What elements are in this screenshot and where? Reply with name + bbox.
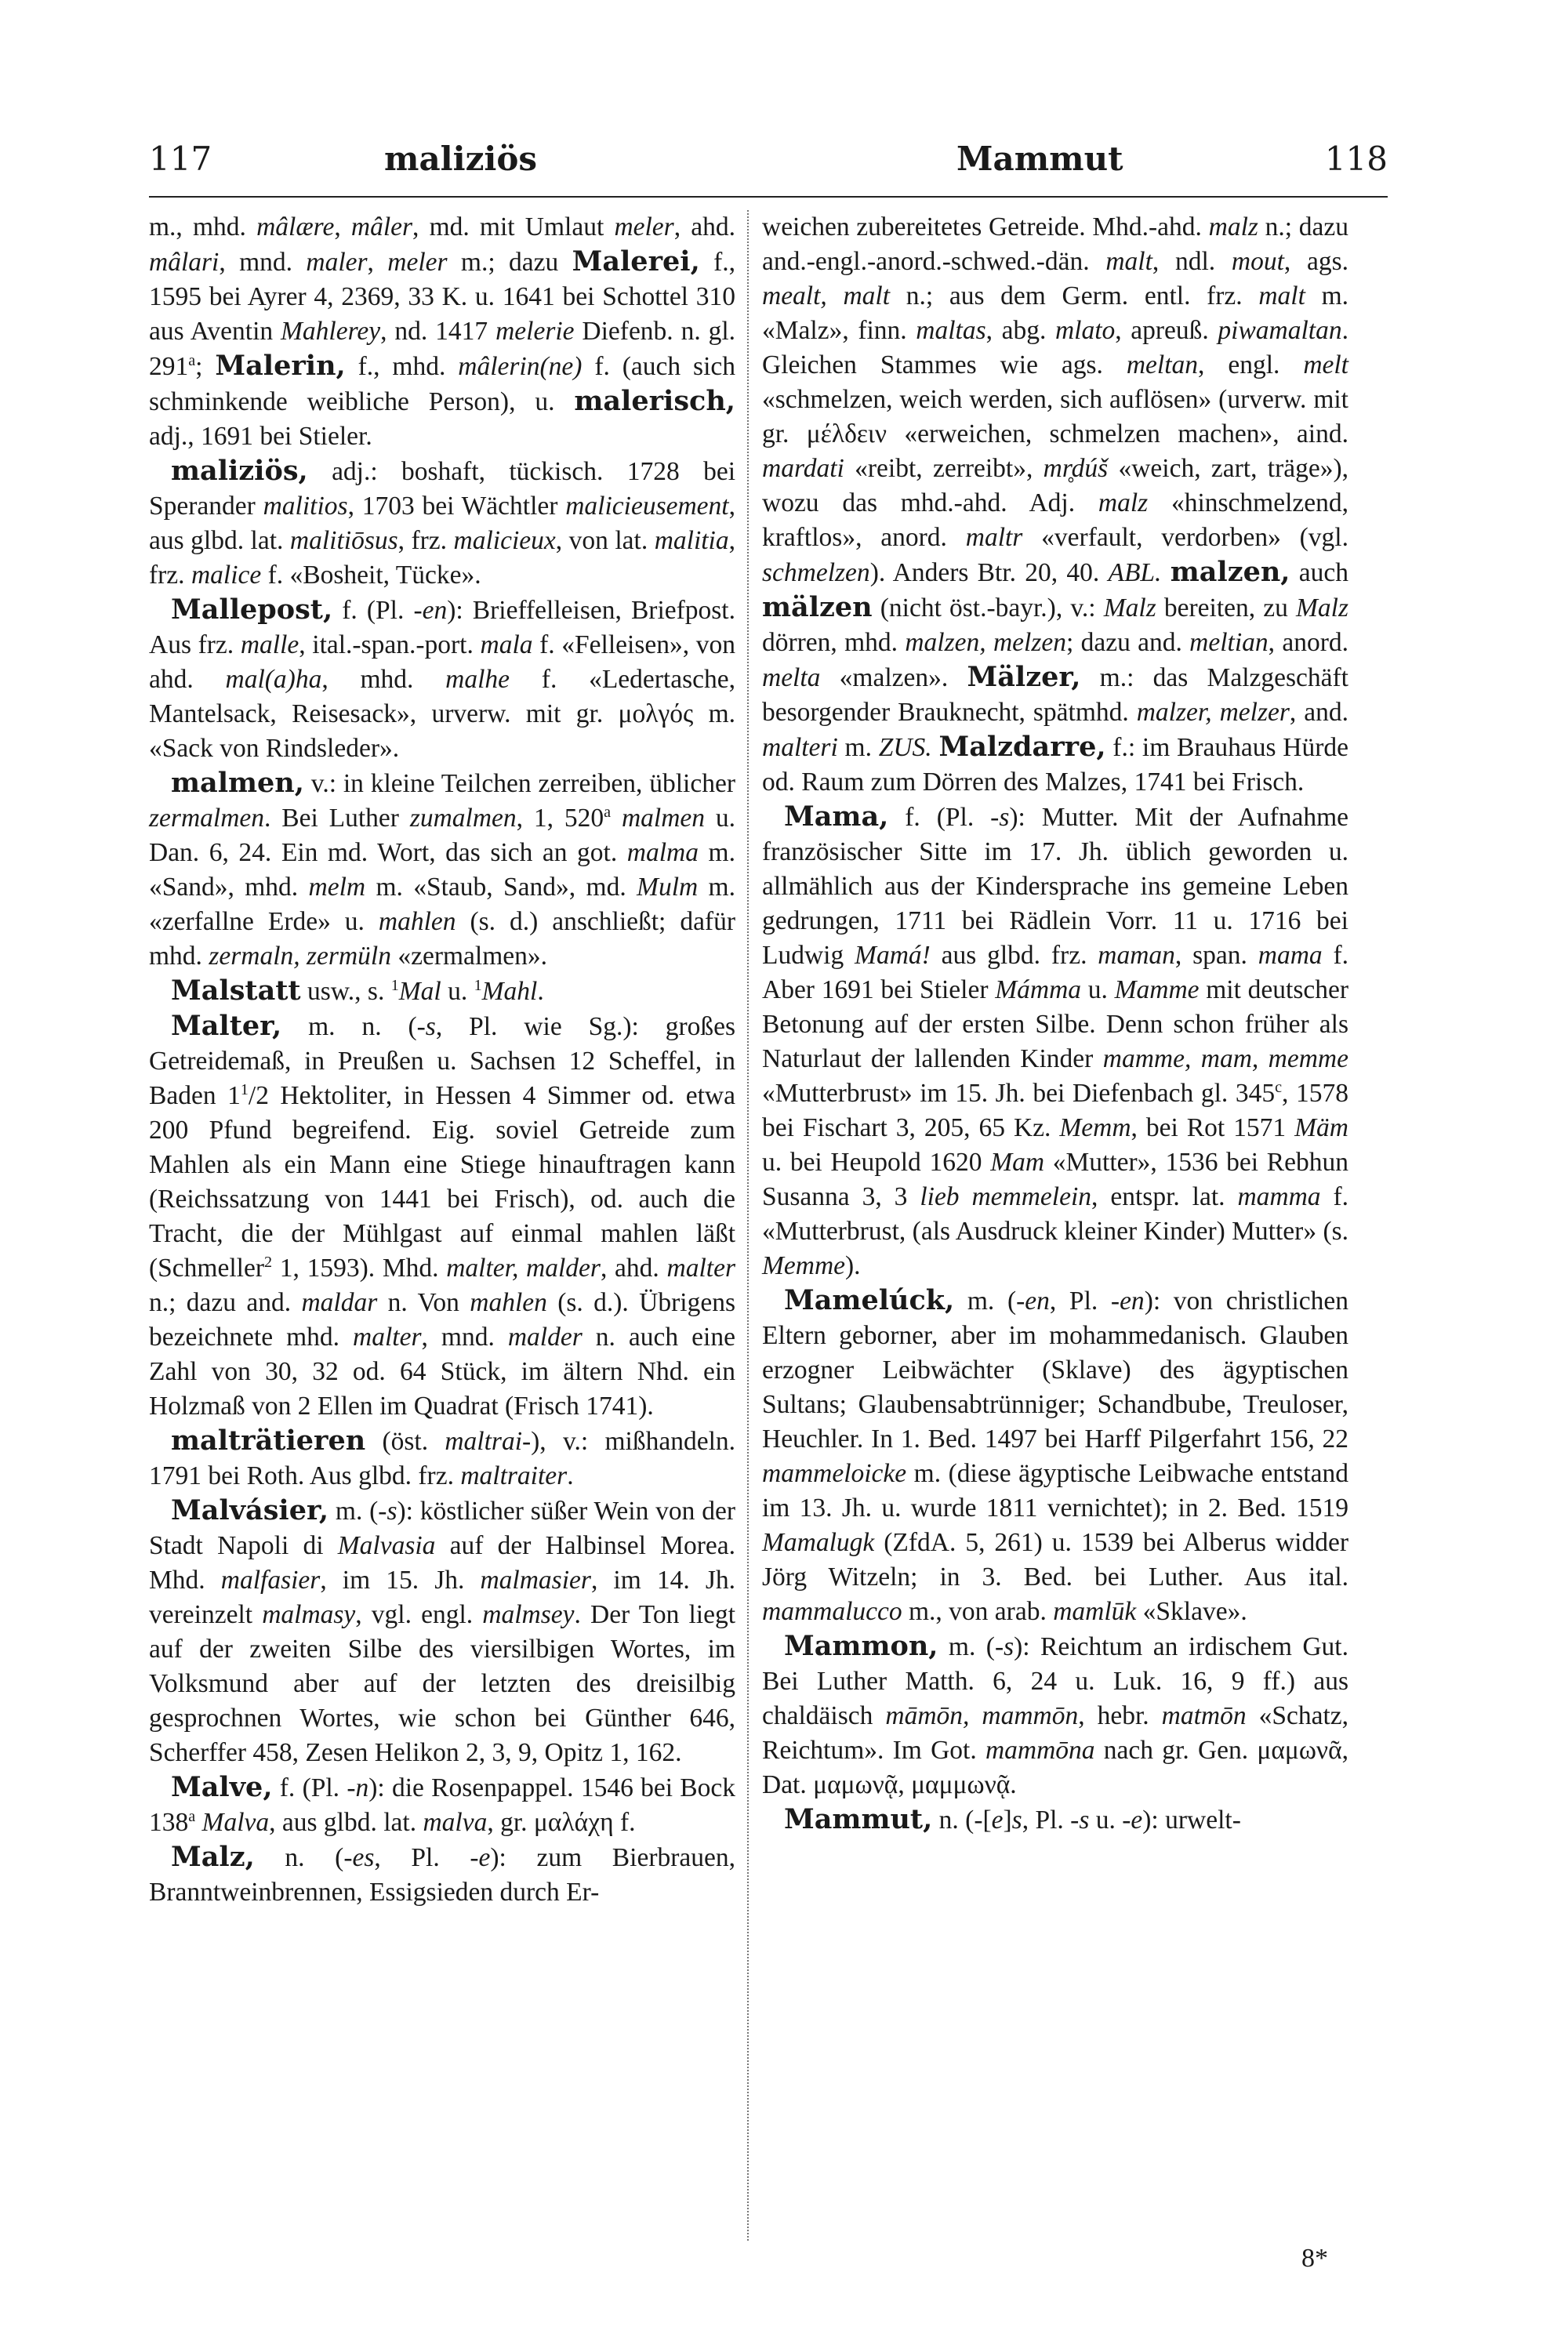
italic-form: ABL. xyxy=(1108,558,1162,587)
italic-form: Mal xyxy=(398,977,441,1006)
entry-text: , ags. xyxy=(1283,247,1348,276)
italic-form: mlato xyxy=(1054,316,1116,345)
headword: Malerin, xyxy=(215,350,346,382)
italic-form: malzer, melzer xyxy=(1136,698,1290,727)
italic-form: mâlari xyxy=(149,248,220,277)
italic-form: mammōna xyxy=(985,1736,1095,1765)
entry-text: . Gleichen Stammes wie ags. xyxy=(762,316,1348,379)
italic-form: e xyxy=(1131,1806,1143,1835)
italic-form: malt xyxy=(1105,247,1152,276)
italic-form: meler xyxy=(614,212,674,241)
italic-form: meler xyxy=(387,248,448,277)
italic-form: Mahlerey xyxy=(281,317,381,346)
right-running-head: Mammut xyxy=(956,140,1123,178)
entry-text: , 1578 bei Fischart 3, 205, 65 Kz. xyxy=(762,1079,1348,1142)
dictionary-entry xyxy=(149,1770,735,1840)
italic-form: mahlen xyxy=(470,1288,547,1317)
italic-form: en xyxy=(1025,1287,1050,1316)
italic-form: en xyxy=(1120,1287,1145,1316)
italic-form: Memm xyxy=(1059,1113,1131,1142)
entry-text: m. «Sand», mhd. xyxy=(149,838,735,902)
entry-text: u. xyxy=(441,977,474,1006)
entry-text: , Pl. - xyxy=(1022,1806,1080,1835)
italic-form: Malz xyxy=(1103,593,1156,622)
italic-form: malter, malder xyxy=(446,1254,601,1283)
entry-text: ; xyxy=(195,352,216,381)
entry-text: «schmelzen, weich werden, sich auflösen» (urverw. mit gr. μέλδειν «erweichen, schmelzen machen», aind. xyxy=(762,385,1348,448)
superscript: 1 xyxy=(240,1080,249,1098)
italic-form: s xyxy=(999,803,1010,832)
header-rule xyxy=(149,196,1388,198)
dictionary-entry xyxy=(762,1802,1348,1838)
headword: mälzen xyxy=(762,591,873,623)
italic-form: malitios xyxy=(263,492,348,521)
entry-text: , mhd. xyxy=(321,665,446,694)
entry-text: . xyxy=(567,1461,574,1490)
headword: Malvásier, xyxy=(171,1494,329,1526)
entry-text: «malzen». xyxy=(820,663,967,692)
italic-form: e xyxy=(991,1806,1004,1835)
entry-text: . Bei Luther xyxy=(264,804,410,833)
entry-text: , ahd. xyxy=(673,212,736,241)
entry-text: ): die Rosenpappel. 1546 bei Bock 138 xyxy=(149,1773,735,1837)
italic-form: malter xyxy=(353,1323,422,1352)
entry-text: , xyxy=(334,212,351,241)
superscript: a xyxy=(188,351,196,369)
superscript: a xyxy=(604,803,612,821)
italic-form: Mäm xyxy=(1294,1113,1348,1142)
italic-form: Malvasia xyxy=(337,1531,436,1560)
entry-text: , frz. xyxy=(397,526,454,555)
entry-text: ): köstlicher süßer Wein von der Stadt Napoli di xyxy=(149,1497,735,1560)
italic-form: malzen, melzen xyxy=(905,628,1066,657)
entry-text: , apreuß. xyxy=(1115,316,1218,345)
entry-text: auf der Halbinsel Morea. Mhd. xyxy=(149,1531,735,1595)
entry-text: «zermalmen». xyxy=(390,942,548,971)
entry-text: , and. xyxy=(1289,698,1348,727)
entry-text: auch xyxy=(1290,558,1348,587)
page-header xyxy=(149,140,1388,187)
entry-text: f. «Ledertasche, Mantelsack, Reisesack», urverw. mit gr. μολγός m. «Sack von Rindsleder». xyxy=(149,665,736,763)
italic-form: zermaln, zermüln xyxy=(209,942,391,971)
italic-form: mama xyxy=(1258,941,1323,970)
entry-text: , frz. xyxy=(149,526,735,590)
headword: Mammon, xyxy=(784,1630,938,1662)
italic-form: maltrai- xyxy=(445,1427,532,1456)
italic-form: maler xyxy=(306,248,368,277)
italic-form: zumalmen xyxy=(409,804,517,833)
entry-text: n. Von xyxy=(377,1288,470,1317)
headword: Mamelúck, xyxy=(784,1284,955,1316)
italic-form: malhe xyxy=(445,665,510,694)
dictionary-entry xyxy=(762,1283,1348,1629)
entry-text: (s. d.) anschließt; dafür mhd. xyxy=(149,907,735,971)
entry-text: «hinschmelzend, kraftlos», anord. xyxy=(762,488,1349,552)
italic-form: s xyxy=(425,1012,436,1041)
entry-text: (s. d.). Übrigens bezeichnete mhd. xyxy=(149,1288,735,1352)
italic-form: Mamme xyxy=(1114,975,1200,1004)
italic-form: Mahl xyxy=(481,977,538,1006)
entry-text: «Mutter», 1536 bei Rebhun Susanna 3, 3 xyxy=(762,1148,1348,1211)
entry-text: f. «Bosheit, Tücke». xyxy=(261,561,481,590)
entry-text: , im 14. Jh. vereinzelt xyxy=(149,1566,735,1629)
entry-text: «weich, zart, träge»), wozu das mhd.-ahd. Adj. xyxy=(762,454,1348,517)
entry-text: f., 1595 bei Ayrer 4, 2369, 33 K. u. 1641 bei Schottel 310 aus Aventin xyxy=(149,248,736,346)
entry-text: , engl. xyxy=(1198,350,1304,379)
italic-form: maman xyxy=(1098,941,1175,970)
entry-text: f. Aber 1691 bei Stieler xyxy=(762,941,1349,1004)
italic-form: malice xyxy=(191,561,262,590)
italic-form: Mam xyxy=(990,1148,1045,1177)
entry-text: , Pl. - xyxy=(1049,1287,1120,1316)
entry-text: f. (Pl. - xyxy=(332,596,423,625)
italic-form: mout xyxy=(1231,247,1284,276)
italic-form: maltas xyxy=(916,316,986,345)
entry-text: , ahd. xyxy=(600,1254,667,1283)
right-page-number: 118 xyxy=(1324,140,1388,178)
italic-form: malicieusement xyxy=(565,492,729,521)
entry-text: m. (diese ägyptische Leibwache entstand im 13. Jh. u. wurde 1811 vernichtet); in 2. Bed. 1519 xyxy=(762,1459,1348,1523)
entry-text: ): Reichtum an irdischem Gut. Bei Luther Matth. 6, 24 u. Luk. 16, 9 ff.) aus chaldäisch xyxy=(762,1632,1348,1730)
entry-text: , xyxy=(367,248,388,277)
entry-text: (öst. xyxy=(365,1427,445,1456)
entry-text: . xyxy=(537,977,544,1006)
entry-text: , nd. 1417 xyxy=(380,317,496,346)
entry-text: (ZfdA. 5, 261) u. 1539 bei Alberus widder Jörg Witzeln; in 3. Bed. bei Luther. Aus ital. xyxy=(762,1528,1348,1592)
italic-form: melerie xyxy=(495,317,575,346)
headword: Malve, xyxy=(171,1771,273,1803)
entry-text: , mnd. xyxy=(219,248,307,277)
italic-form: maltraiter xyxy=(460,1461,568,1490)
italic-form: mamlūk xyxy=(1053,1597,1137,1626)
entry-text: , entspr. lat. xyxy=(1091,1182,1238,1211)
entry-text: ): Brieffelleisen, Briefpost. Aus frz. xyxy=(149,596,735,659)
left-page-number: 117 xyxy=(149,140,212,178)
italic-form: mealt, malt xyxy=(762,281,891,310)
entry-text: usw., s. xyxy=(300,977,391,1006)
entry-text: , anord. xyxy=(1268,628,1348,657)
entry-text: 1, 1593). Mhd. xyxy=(272,1254,447,1283)
italic-form: mamme, mam, memme xyxy=(1102,1044,1348,1073)
italic-form: Mamá! xyxy=(855,941,931,970)
italic-form: s xyxy=(1079,1806,1090,1835)
entry-text: weichen zubereitetes Getreide. Mhd.-ahd. xyxy=(762,212,1209,241)
italic-form: lieb memmelein xyxy=(920,1182,1092,1211)
italic-form: malle xyxy=(240,630,299,659)
headword: malmen, xyxy=(171,767,304,799)
dictionary-entry xyxy=(149,210,735,454)
entry-text: «verfault, verdorben» (vgl. xyxy=(1022,523,1348,552)
italic-form: Malz xyxy=(1296,593,1348,622)
dictionary-entry xyxy=(762,210,1348,800)
headword: Malerei, xyxy=(572,245,700,278)
italic-form: n xyxy=(355,1773,369,1802)
entry-text: m. (- xyxy=(954,1287,1025,1316)
entry-text: f.: im Brauhaus Hürde od. Raum zum Dörren des Malzes, 1741 bei Frisch. xyxy=(762,733,1349,797)
italic-form: malter xyxy=(666,1254,735,1283)
italic-form: melm xyxy=(308,873,366,902)
entry-text: f. (Pl. - xyxy=(272,1773,356,1802)
italic-form: malfasier xyxy=(220,1566,321,1595)
entry-text: v.: in kleine Teilchen zerreiben, üblicher xyxy=(303,769,735,798)
entry-text: f. (Pl. - xyxy=(888,803,1000,832)
italic-form: e xyxy=(478,1843,491,1872)
entry-text: m. (- xyxy=(938,1632,1004,1661)
italic-form: mr̥dúš xyxy=(1043,454,1109,483)
italic-form: meltian xyxy=(1189,628,1269,657)
entry-text: aus glbd. frz. xyxy=(930,941,1098,970)
italic-form: malmasier xyxy=(480,1566,591,1595)
entry-text: m. xyxy=(837,733,879,762)
entry-text: dörren, mhd. xyxy=(762,628,906,657)
entry-text: , 1, 520 xyxy=(516,804,604,833)
entry-text: n. (- xyxy=(254,1843,353,1872)
entry-text: . Der Ton liegt auf der zweiten Silbe des viersilbigen Wortes, im Volksmund aber auf der letzten des dreisilbig gesprochnen Wortes, wie schon bei Günther 646, Scherffer 458, Zesen Helikon 2, 3, 9, Opitz 1, 162. xyxy=(149,1600,736,1767)
italic-form: malt xyxy=(1258,281,1305,310)
italic-form: mâlære xyxy=(256,212,335,241)
italic-form: malma xyxy=(626,838,699,867)
italic-form: malmasy xyxy=(262,1600,356,1629)
entry-text xyxy=(611,804,622,833)
italic-form: mamma xyxy=(1237,1182,1321,1211)
dictionary-entry xyxy=(149,1494,735,1770)
dictionary-entry xyxy=(149,1424,735,1494)
italic-form: piwamaltan xyxy=(1218,316,1342,345)
italic-form: malz xyxy=(1208,212,1258,241)
entry-text: «reibt, zerreibt», xyxy=(844,454,1044,483)
entry-text: «Mutterbrust» im 15. Jh. bei Diefenbach gl. 345 xyxy=(762,1079,1276,1108)
entry-text: / xyxy=(248,1081,256,1110)
dictionary-entry xyxy=(149,974,735,1009)
superscript: 1 xyxy=(390,976,399,994)
entry-text: , aus glbd. lat. xyxy=(149,492,735,555)
entry-text: ; dazu and. xyxy=(1065,628,1190,657)
entry-text: , vgl. engl. xyxy=(355,1600,483,1629)
entry-text: bereiten, zu xyxy=(1156,593,1296,622)
left-running-head: maliziös xyxy=(384,140,538,178)
entry-text: «Schatz, Reichtum». Im Got. xyxy=(762,1701,1349,1765)
entry-text: Diefenb. n. gl. 291 xyxy=(149,317,736,381)
entry-text: m. «Staub, Sand», md. xyxy=(365,873,637,902)
headword: Malter, xyxy=(171,1010,282,1042)
italic-form: mala xyxy=(480,630,533,659)
italic-form: mâlerin(ne) xyxy=(458,352,583,381)
entry-text: , md. mit Umlaut xyxy=(412,212,615,241)
entry-text: mit deutscher Betonung auf der ersten Silbe. Denn schon früher als Naturlaut der lallenden Kinder xyxy=(762,975,1349,1073)
entry-text: n.; dazu and. xyxy=(149,1288,302,1317)
entry-text: , ital.-span.-port. xyxy=(299,630,481,659)
headword: Mallepost, xyxy=(171,593,333,626)
italic-form: s xyxy=(1011,1806,1022,1835)
entry-text: , hebr. xyxy=(1078,1701,1162,1730)
entry-text: , im 15. Jh. xyxy=(320,1566,481,1595)
italic-form: maldar xyxy=(301,1288,378,1317)
italic-form: mâler xyxy=(350,212,413,241)
entry-text: Hektoliter, in Hessen 4 Simmer od. etwa 200 Pfund begreifend. Eig. soviel Getreide zum Mahlen als ein Mann eine Stiege hinauftragen kann (Reichssatzung von 1441 bei Frisch), od. auch die Tracht, die der Mühlgast auf einmal mahlen läßt (Schmeller xyxy=(149,1081,735,1283)
italic-form: mahlen xyxy=(378,907,456,936)
italic-form: mal(a)ha xyxy=(225,665,322,694)
entry-text: u. xyxy=(1081,975,1115,1004)
headword: Mälzer, xyxy=(967,661,1081,693)
headword: Malz, xyxy=(171,1841,255,1873)
italic-form: melt xyxy=(1303,350,1348,379)
superscript: c xyxy=(1275,1078,1283,1096)
dictionary-entry xyxy=(149,1009,735,1424)
italic-form: mardati xyxy=(762,454,844,483)
entry-text: m. «zerfallne Erde» u. xyxy=(149,873,735,936)
entry-text: m.: das Malzgeschäft besorgender Brauknecht, spätmhd. xyxy=(762,663,1348,727)
italic-form: meltan xyxy=(1126,350,1199,379)
entry-text: m. n. (- xyxy=(281,1012,426,1041)
entry-text: f. (auch sich schminkende weibliche Person), u. xyxy=(149,352,735,416)
entry-text: ). Anders Btr. 20, 40. xyxy=(869,558,1109,587)
entry-text: n.; aus dem Germ. entl. frz. xyxy=(890,281,1259,310)
entry-text: f. «Felleisen», von ahd. xyxy=(149,630,735,694)
entry-text: , Pl. - xyxy=(374,1843,479,1872)
italic-form: maltr xyxy=(965,523,1023,552)
entry-text: adj., 1691 bei Stieler. xyxy=(149,422,372,451)
entry-text: n.; dazu and.-engl.-anord.-schwed.-dän. xyxy=(762,212,1348,276)
entry-text: m., von arab. xyxy=(902,1597,1054,1626)
entry-text: u. Dan. 6, 24. Ein md. Wort, das sich an got. xyxy=(149,804,736,867)
headword: Malstatt xyxy=(171,975,301,1007)
entry-text: m. «Malz», finn. xyxy=(762,281,1349,345)
entry-text: , 1703 bei Wächtler xyxy=(347,492,566,521)
italic-form: zermalmen xyxy=(149,804,265,833)
italic-form: malitia xyxy=(654,526,729,555)
italic-form: māmōn, mammōn xyxy=(885,1701,1079,1730)
headword: Mama, xyxy=(784,800,889,833)
italic-form: Malva xyxy=(201,1808,270,1837)
entry-text xyxy=(195,1808,201,1837)
entry-text: ): Mutter. Mit der Aufnahme französischer Sitte im 17. Jh. üblich geworden u. allmählich aus der Kindersprache ins gemeine Leben gedrungen, 1711 bei Rädlein Vorr. 11 u. 1716 bei Ludwig xyxy=(762,803,1349,970)
dictionary-entry xyxy=(762,800,1348,1283)
italic-form: malva xyxy=(423,1808,488,1837)
italic-form: malz xyxy=(1098,488,1149,517)
entry-text: , abg. xyxy=(985,316,1055,345)
entry-text: (nicht öst.-bayr.), v.: xyxy=(872,593,1104,622)
headword: malerisch, xyxy=(574,385,735,417)
italic-form: malteri xyxy=(762,733,838,762)
dictionary-entry xyxy=(149,1840,735,1910)
entry-text: , mnd. xyxy=(421,1323,508,1352)
entry-text: , von lat. xyxy=(555,526,655,555)
entry-text: ): zum Bierbrauen, Branntweinbrennen, Essigsieden durch Er- xyxy=(149,1843,735,1907)
dictionary-entry xyxy=(149,593,735,766)
entry-text: , span. xyxy=(1174,941,1258,970)
entry-text: ), v.: mißhandeln. 1791 bei Roth. Aus glbd. frz. xyxy=(149,1427,736,1490)
entry-text: ). xyxy=(845,1251,861,1280)
italic-form: malicieux xyxy=(453,526,556,555)
entry-text xyxy=(1161,558,1170,587)
headword: Mammut, xyxy=(784,1803,933,1835)
dictionary-entry xyxy=(149,766,735,974)
italic-form: malder xyxy=(507,1323,583,1352)
entry-text: 2 xyxy=(256,1081,269,1110)
italic-form: schmelzen xyxy=(762,558,870,587)
entry-text: ] xyxy=(1003,1806,1012,1835)
italic-form: es xyxy=(352,1843,375,1872)
italic-form: s xyxy=(387,1497,397,1526)
italic-form: Mamalugk xyxy=(762,1528,875,1557)
headword: Malzdarre, xyxy=(938,731,1106,763)
entry-text: ): urwelt- xyxy=(1142,1806,1241,1835)
italic-form: en xyxy=(422,596,448,625)
entry-text: , gr. μαλάχη f. xyxy=(487,1808,636,1837)
entry-text: adj.: boshaft, tückisch. 1728 bei Sperander xyxy=(149,457,735,521)
entry-text: , bei Rot 1571 xyxy=(1131,1113,1295,1142)
italic-form: malmen xyxy=(621,804,706,833)
italic-form: malitiōsus xyxy=(289,526,398,555)
entry-text: m.; dazu xyxy=(447,248,572,277)
superscript: a xyxy=(188,1807,196,1825)
right-column xyxy=(762,210,1348,1838)
dictionary-entry xyxy=(149,454,735,593)
column-divider xyxy=(747,210,750,2241)
headword: maliziös, xyxy=(171,455,308,487)
italic-form: matmōn xyxy=(1161,1701,1247,1730)
entry-text: , aus glbd. lat. xyxy=(269,1808,423,1837)
superscript: 1 xyxy=(474,976,482,994)
entry-text: u. bei Heupold 1620 xyxy=(762,1148,991,1177)
entry-text: f., mhd. xyxy=(345,352,459,381)
entry-text: n. (-[ xyxy=(932,1806,992,1835)
italic-form: Mulm xyxy=(637,873,699,902)
signature-mark: 8* xyxy=(1301,2244,1328,2273)
italic-form: s xyxy=(1004,1632,1014,1661)
entry-text: , Pl. wie Sg.): großes Getreidemaß, in Preußen u. Sachsen 12 Scheffel, in Baden 1 xyxy=(149,1012,736,1110)
italic-form: Memme xyxy=(762,1251,846,1280)
headword: malträtieren xyxy=(171,1425,366,1457)
entry-text: «Sklave». xyxy=(1136,1597,1247,1626)
entry-text: f. «Mutterbrust, (als Ausdruck kleiner Kinder) Mutter» (s. xyxy=(762,1182,1349,1246)
entry-text: , ndl. xyxy=(1152,247,1232,276)
italic-form: melta xyxy=(762,663,821,692)
italic-form: Mámma xyxy=(995,975,1082,1004)
italic-form: malmsey xyxy=(482,1600,575,1629)
entry-text: n. auch eine Zahl von 30, 32 od. 64 Stück, im ältern Nhd. ein Holzmaß von 2 Ellen im Quadrat (Frisch 1741). xyxy=(149,1323,735,1421)
entry-text: nach gr. Gen. μαμωνᾶ, Dat. μαμωνᾷ, μαμμωνᾷ. xyxy=(762,1736,1348,1799)
headword: malzen, xyxy=(1170,556,1290,588)
entry-text: u. - xyxy=(1089,1806,1131,1835)
italic-form: mammalucco xyxy=(762,1597,902,1626)
dictionary-entry xyxy=(762,1629,1348,1802)
italic-form: mammeloicke xyxy=(762,1459,907,1488)
entry-text: m., mhd. xyxy=(149,212,257,241)
superscript: 2 xyxy=(263,1253,273,1271)
italic-form: ZUS. xyxy=(878,733,932,762)
entry-text: m. (- xyxy=(328,1497,387,1526)
left-column xyxy=(149,210,735,1910)
entry-text: ): von christlichen Eltern geborner, aber im mohammedanisch. Glauben erzogner Leibwächter (Sklave) des ägyptischen Sultans; Glaubensabtrünniger; Schandbube, Treuloser, Heuchler. In 1. Bed. 1497 bei Harff Pilgerfahrt 156, 22 xyxy=(762,1287,1348,1454)
